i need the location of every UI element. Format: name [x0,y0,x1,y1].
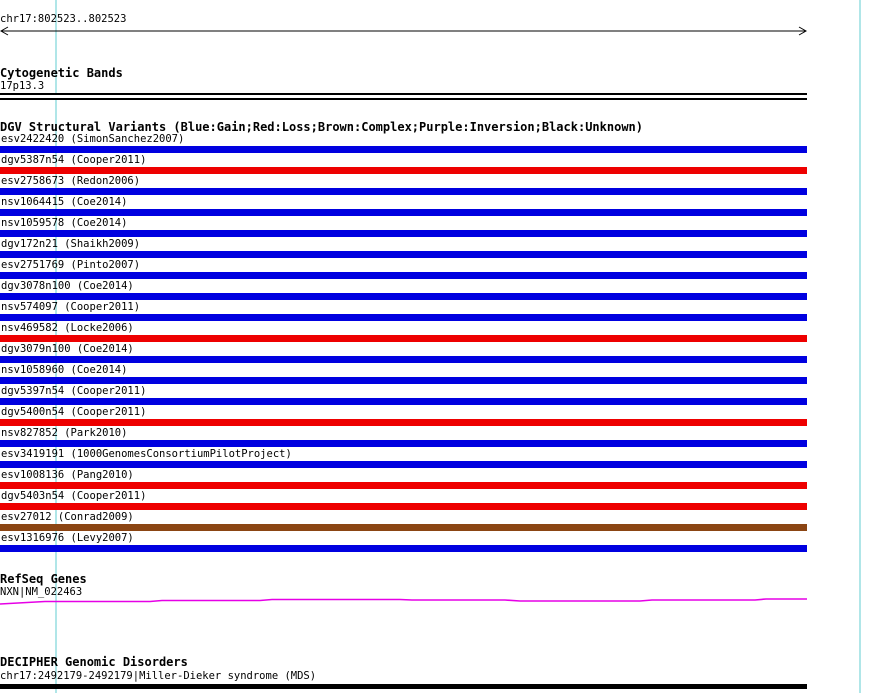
cytoband-box[interactable] [0,93,807,100]
variant-label[interactable]: nsv1059578 (Coe2014) [1,217,128,229]
variant-bar[interactable] [0,146,807,153]
variant-label[interactable]: dgv172n21 (Shaikh2009) [1,238,141,250]
variant-label[interactable]: esv2751769 (Pinto2007) [1,259,141,271]
refseq-gene-label[interactable]: NXN|NM_022463 [0,586,83,598]
variant-bar[interactable] [0,251,807,258]
variant-bar[interactable] [0,545,807,552]
dgv-title: DGV Structural Variants (Blue:Gain;Red:Loss;Brown:Complex;Purple:Inversion;Black:Unknown) [0,120,643,134]
variant-label[interactable]: esv1316976 (Levy2007) [1,532,134,544]
variant-bar[interactable] [0,272,807,279]
variant-bar[interactable] [0,440,807,447]
variant-label[interactable]: nsv469582 (Locke2006) [1,322,134,334]
variant-label[interactable]: esv27012 (Conrad2009) [1,511,134,523]
variant-label[interactable]: nsv574097 (Cooper2011) [1,301,141,313]
intron-line-icon [0,597,807,607]
variant-row [0,175,807,196]
variant-label[interactable]: dgv3078n100 (Coe2014) [1,280,134,292]
variant-row [0,196,807,217]
decipher-entry-label[interactable]: chr17:2492179-2492179|Miller-Dieker syndrome (MDS) [0,670,317,682]
dgv-track-list [0,133,807,553]
variant-bar[interactable] [0,398,807,405]
cytoband-label[interactable]: 17p13.3 [0,80,45,92]
variant-row [0,469,807,490]
variant-label[interactable]: dgv3079n100 (Coe2014) [1,343,134,355]
viewport-guide-line-right [859,0,861,693]
variant-row [0,448,807,469]
variant-label[interactable]: nsv1064415 (Coe2014) [1,196,128,208]
variant-bar[interactable] [0,377,807,384]
variant-bar[interactable] [0,419,807,426]
variant-row [0,364,807,385]
variant-row [0,490,807,511]
variant-row [0,154,807,175]
variant-row [0,385,807,406]
variant-row [0,511,807,532]
variant-row [0,406,807,427]
variant-row [0,427,807,448]
double-arrow-icon [0,26,807,37]
variant-label[interactable]: nsv1058960 (Coe2014) [1,364,128,376]
cytobands-title: Cytogenetic Bands [0,66,123,80]
decipher-feature-bar[interactable] [0,684,807,689]
refseq-title: RefSeq Genes [0,572,87,586]
variant-label[interactable]: esv3419191 (1000GenomesConsortiumPilotProject) [1,448,292,460]
variant-row [0,322,807,343]
variant-row [0,301,807,322]
variant-row [0,259,807,280]
variant-bar[interactable] [0,524,807,531]
variant-label[interactable]: esv2422420 (SimonSanchez2007) [1,133,185,145]
variant-row [0,280,807,301]
variant-row [0,343,807,364]
variant-bar[interactable] [0,314,807,321]
variant-label[interactable]: dgv5400n54 (Cooper2011) [1,406,147,418]
variant-bar[interactable] [0,503,807,510]
decipher-title: DECIPHER Genomic Disorders [0,655,188,669]
variant-label[interactable]: dgv5397n54 (Cooper2011) [1,385,147,397]
variant-row [0,217,807,238]
variant-bar[interactable] [0,188,807,195]
variant-bar[interactable] [0,209,807,216]
variant-label[interactable]: esv1008136 (Pang2010) [1,469,134,481]
variant-bar[interactable] [0,482,807,489]
variant-row [0,532,807,553]
variant-row [0,133,807,154]
variant-bar[interactable] [0,461,807,468]
variant-label[interactable]: esv2758673 (Redon2006) [1,175,141,187]
variant-bar[interactable] [0,293,807,300]
variant-bar[interactable] [0,230,807,237]
variant-bar[interactable] [0,167,807,174]
variant-row [0,238,807,259]
variant-label[interactable]: dgv5403n54 (Cooper2011) [1,490,147,502]
variant-label[interactable]: nsv827852 (Park2010) [1,427,128,439]
variant-bar[interactable] [0,335,807,342]
ruler-arrow [0,26,807,37]
refseq-gene-glyph[interactable] [0,597,807,607]
variant-bar[interactable] [0,356,807,363]
region-label: chr17:802523..802523 [0,13,127,25]
variant-label[interactable]: dgv5387n54 (Cooper2011) [1,154,147,166]
